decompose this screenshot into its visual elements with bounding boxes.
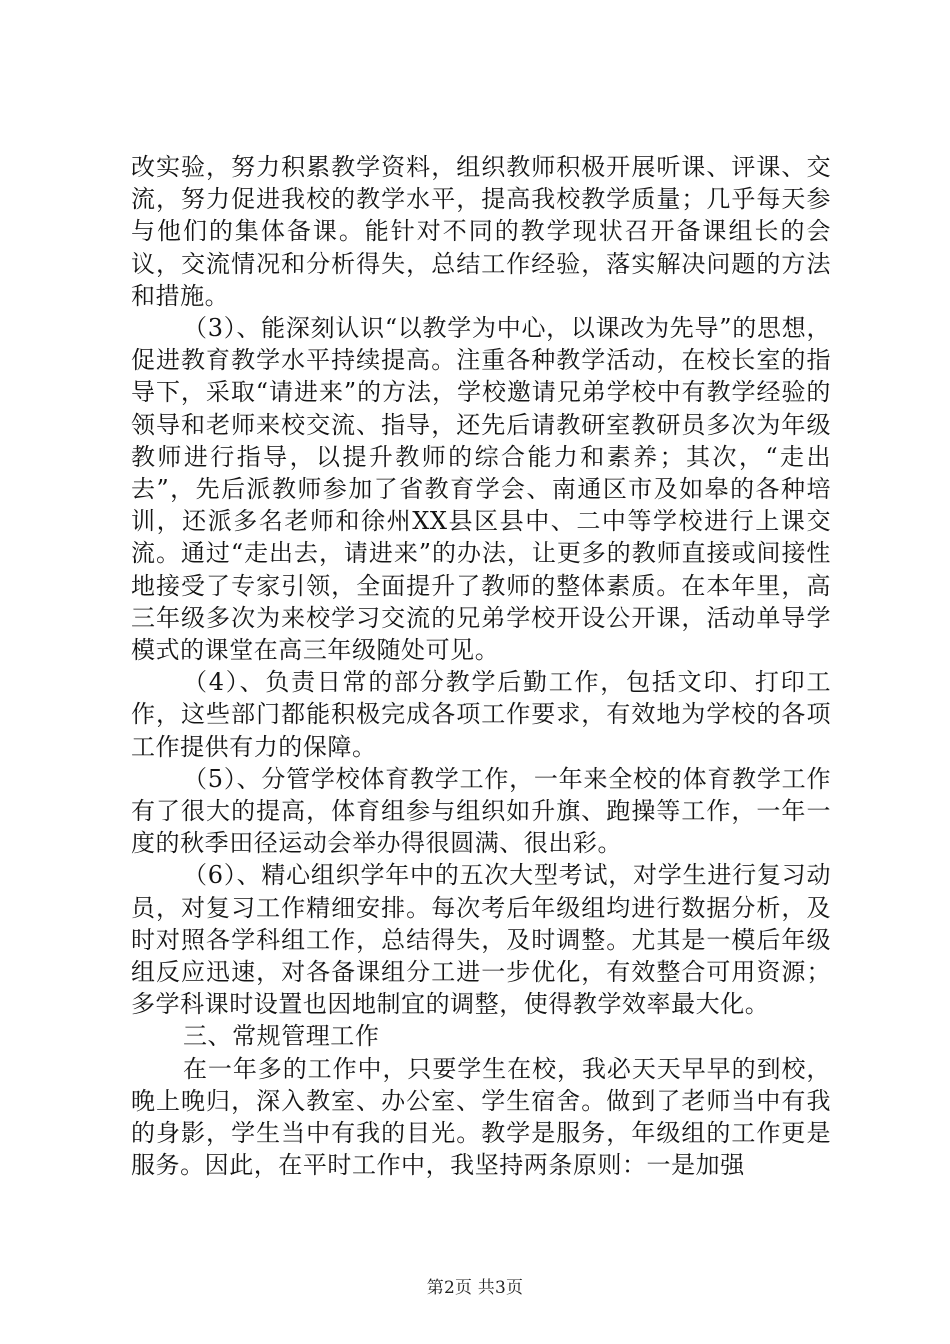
paragraph-item-3: （3）、能深刻认识“以教学为中心，以课改为先导”的思想，促进教育教学水平持续提高。注重各种教学活动，在校长室的指导下，采取“请进来”的方法，学校邀请兄弟学校中有教学经验的领导和老师来校交流、指导，还先后请教研室教研员多次为年级教师进行指导，以提升教师的综合能力和素养；其次，“走出去”，先后派教师参加了省教育学会、南通区市及如皋的各种培训，还派多名老师和徐州XX县区县中、二中等学校进行上课交流。通过“走出去，请进来”的办法，让更多的教师直接或间接性地接受了专家引领，全面提升了教师的整体素质。在本年里，高三年级多次为来校学习交流的兄弟学校开设公开课，活动单导学模式的课堂在高三年级随处可见。 bbox=[131, 314, 831, 665]
paragraph-item-5: （5）、分管学校体育教学工作，一年来全校的体育教学工作有了很大的提高，体育组参与组织如升旗、跑操等工作，一年一度的秋季田径运动会举办得很圆满、很出彩。 bbox=[131, 764, 831, 858]
page-number-footer: 第2页 共3页 bbox=[426, 1278, 524, 1298]
paragraph-routine-management: 在一年多的工作中，只要学生在校，我必天天早早的到校，晚上晚归，深入教室、办公室、学生宿舍。做到了老师当中有我的身影，学生当中有我的目光。教学是服务，年级组的工作更是服务。因此，在平时工作中，我坚持两条原则：一是加强 bbox=[131, 1054, 831, 1180]
paragraph-continuation: 改实验，努力积累教学资料，组织教师积极开展听课、评课、交流，努力促进我校的教学水平，提高我校教学质量；几乎每天参与他们的集体备课。能针对不同的教学现状召开备课组长的会议，交流情况和分析得失，总结工作经验，落实解决问题的方法和措施。 bbox=[131, 153, 831, 310]
paragraph-item-4: （4）、负责日常的部分教学后勤工作，包括文印、打印工作，这些部门都能积极完成各项工作要求，有效地为学校的各项工作提供有力的保障。 bbox=[131, 668, 831, 761]
paragraph-item-6: （6）、精心组织学年中的五次大型考试，对学生进行复习动员，对复习工作精细安排。每次考后年级组均进行数据分析，及时对照各学科组工作，总结得失，及时调整。尤其是一模后年级组反应迅速，对各备课组分工进一步优化，有效整合可用资源；多学科课时设置也因地制宜的调整，使得教学效率最大化。 bbox=[131, 861, 831, 1019]
document-body bbox=[131, 151, 831, 1182]
section-heading: 三、常规管理工作 bbox=[183, 1022, 380, 1051]
